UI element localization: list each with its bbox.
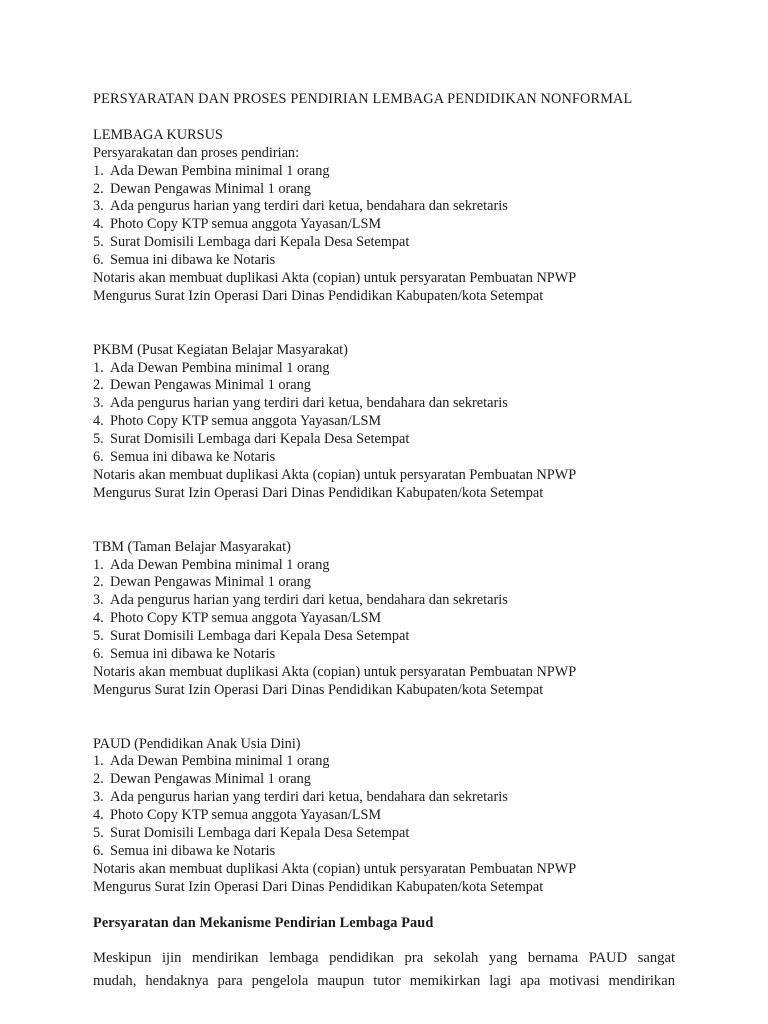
requirement-item [93, 360, 675, 378]
section-heading: PAUD (Pendidikan Anak Usia Dini) [93, 735, 301, 752]
item-number: 2. [93, 377, 104, 394]
item-number: 4. [93, 807, 104, 824]
item-text: Semua ini dibawa ke Notaris [110, 843, 276, 859]
section [93, 127, 675, 306]
item-text: Dewan Pengawas Minimal 1 orang [110, 574, 311, 591]
item-text: Semua ini dibawa ke Notaris [110, 252, 276, 269]
item-number: 2. [93, 574, 104, 591]
item-text: Surat Domisili Lembaga dari Kepala Desa Setempat [110, 825, 410, 842]
section-note: Mengurus Surat Izin Operasi Dari Dinas Pendidikan Kabupaten/kota Setempat [93, 287, 544, 304]
item-text: Semua ini dibawa ke Notaris [110, 449, 276, 466]
subsection-heading: Persyaratan dan Mekanisme Pendirian Lembaga Paud [93, 914, 434, 931]
item-number: 2. [93, 771, 104, 788]
requirement-item [93, 771, 675, 789]
requirement-item [93, 449, 675, 467]
requirement-item [93, 646, 675, 664]
section-items [93, 557, 675, 664]
item-number: 1. [93, 753, 104, 770]
item-text: Ada pengurus harian yang terdiri dari ketua, bendahara dan sekretaris [110, 789, 508, 806]
item-number: 6. [93, 843, 104, 859]
requirement-item [93, 252, 675, 270]
requirement-item [93, 753, 675, 771]
item-text: Ada Dewan Pembina minimal 1 orang [110, 753, 330, 770]
paragraph-line: mudah, hendaknya para pengelola maupun tutor memikirkan lagi apa motivasi mendirikan [93, 973, 675, 990]
item-text: Ada pengurus harian yang terdiri dari ketua, bendahara dan sekretaris [110, 592, 508, 609]
item-text: Dewan Pengawas Minimal 1 orang [110, 180, 311, 197]
section [93, 539, 675, 700]
section-note: Notaris akan membuat duplikasi Akta (copian) untuk persyaratan Pembuatan NPWP [93, 860, 577, 877]
item-text: Ada Dewan Pembina minimal 1 orang [110, 556, 330, 573]
document-title: PERSYARATAN DAN PROSES PENDIRIAN LEMBAGA PENDIDIKAN NONFORMAL [93, 91, 633, 107]
item-text: Photo Copy KTP semua anggota Yayasan/LSM [110, 610, 382, 627]
item-number: 3. [93, 789, 104, 806]
item-number: 5. [93, 234, 104, 251]
requirement-item [93, 557, 675, 575]
item-text: Ada pengurus harian yang terdiri dari ketua, bendahara dan sekretaris [110, 395, 508, 412]
item-text: Surat Domisili Lembaga dari Kepala Desa Setempat [110, 431, 410, 448]
section-notes [93, 467, 675, 503]
section-items [93, 360, 675, 467]
requirement-item [93, 610, 675, 628]
item-number: 3. [93, 198, 104, 215]
section-items [93, 163, 675, 270]
requirement-item [93, 198, 675, 216]
item-text: Photo Copy KTP semua anggota Yayasan/LSM [110, 216, 382, 233]
requirement-item [93, 628, 675, 646]
section-notes [93, 270, 675, 306]
section-notes [93, 861, 675, 897]
item-text: Semua ini dibawa ke Notaris [110, 646, 276, 663]
item-number: 1. [93, 556, 104, 573]
section-heading: TBM (Taman Belajar Masyarakat) [93, 538, 291, 555]
requirement-item [93, 789, 675, 807]
section-note: Mengurus Surat Izin Operasi Dari Dinas Pendidikan Kabupaten/kota Setempat [93, 681, 544, 698]
requirement-item [93, 413, 675, 431]
section-heading: LEMBAGA KURSUS [93, 126, 223, 143]
item-number: 6. [93, 252, 104, 269]
requirement-item [93, 163, 675, 181]
requirement-item [93, 592, 675, 610]
item-text: Dewan Pengawas Minimal 1 orang [110, 377, 311, 394]
document-content [93, 91, 675, 993]
section-note: Notaris akan membuat duplikasi Akta (copian) untuk persyaratan Pembuatan NPWP [93, 663, 577, 680]
section-note: Notaris akan membuat duplikasi Akta (copian) untuk persyaratan Pembuatan NPWP [93, 467, 577, 483]
item-number: 3. [93, 395, 104, 412]
section-items [93, 753, 675, 860]
item-number: 3. [93, 592, 104, 609]
item-number: 2. [93, 180, 104, 197]
paragraph [93, 947, 675, 993]
requirement-item [93, 843, 675, 861]
requirement-item [93, 377, 675, 395]
requirement-item [93, 216, 675, 234]
paragraph-line: Meskipun ijin mendirikan lembaga pendidikan pra sekolah yang bernama PAUD sangat [93, 950, 675, 967]
section-note: Notaris akan membuat duplikasi Akta (copian) untuk persyaratan Pembuatan NPWP [93, 270, 577, 287]
item-number: 1. [93, 359, 104, 376]
item-number: 5. [93, 825, 104, 842]
item-number: 6. [93, 449, 104, 466]
item-text: Ada pengurus harian yang terdiri dari ketua, bendahara dan sekretaris [110, 198, 508, 215]
item-text: Photo Copy KTP semua anggota Yayasan/LSM [110, 413, 382, 430]
section-intro: Persyarakatan dan proses pendirian: [93, 144, 300, 161]
item-text: Ada Dewan Pembina minimal 1 orang [110, 359, 330, 376]
requirement-item [93, 807, 675, 825]
item-number: 6. [93, 646, 104, 663]
item-number: 5. [93, 431, 104, 448]
requirement-item [93, 431, 675, 449]
section-heading: PKBM (Pusat Kegiatan Belajar Masyarakat) [93, 341, 348, 358]
requirement-item [93, 574, 675, 592]
item-text: Surat Domisili Lembaga dari Kepala Desa Setempat [110, 628, 410, 645]
section-notes [93, 664, 675, 700]
item-text: Ada Dewan Pembina minimal 1 orang [110, 162, 330, 179]
item-number: 4. [93, 610, 104, 627]
requirement-item [93, 395, 675, 413]
section-note: Mengurus Surat Izin Operasi Dari Dinas Pendidikan Kabupaten/kota Setempat [93, 878, 544, 895]
sections [93, 127, 675, 897]
requirement-item [93, 234, 675, 252]
section [93, 736, 675, 897]
item-text: Photo Copy KTP semua anggota Yayasan/LSM [110, 807, 382, 824]
item-text: Surat Domisili Lembaga dari Kepala Desa Setempat [110, 234, 410, 251]
requirement-item [93, 181, 675, 199]
item-text: Dewan Pengawas Minimal 1 orang [110, 771, 311, 788]
requirement-item [93, 825, 675, 843]
item-number: 5. [93, 628, 104, 645]
item-number: 1. [93, 162, 104, 179]
item-number: 4. [93, 413, 104, 430]
item-number: 4. [93, 216, 104, 233]
section [93, 342, 675, 503]
section-note: Mengurus Surat Izin Operasi Dari Dinas Pendidikan Kabupaten/kota Setempat [93, 484, 544, 501]
